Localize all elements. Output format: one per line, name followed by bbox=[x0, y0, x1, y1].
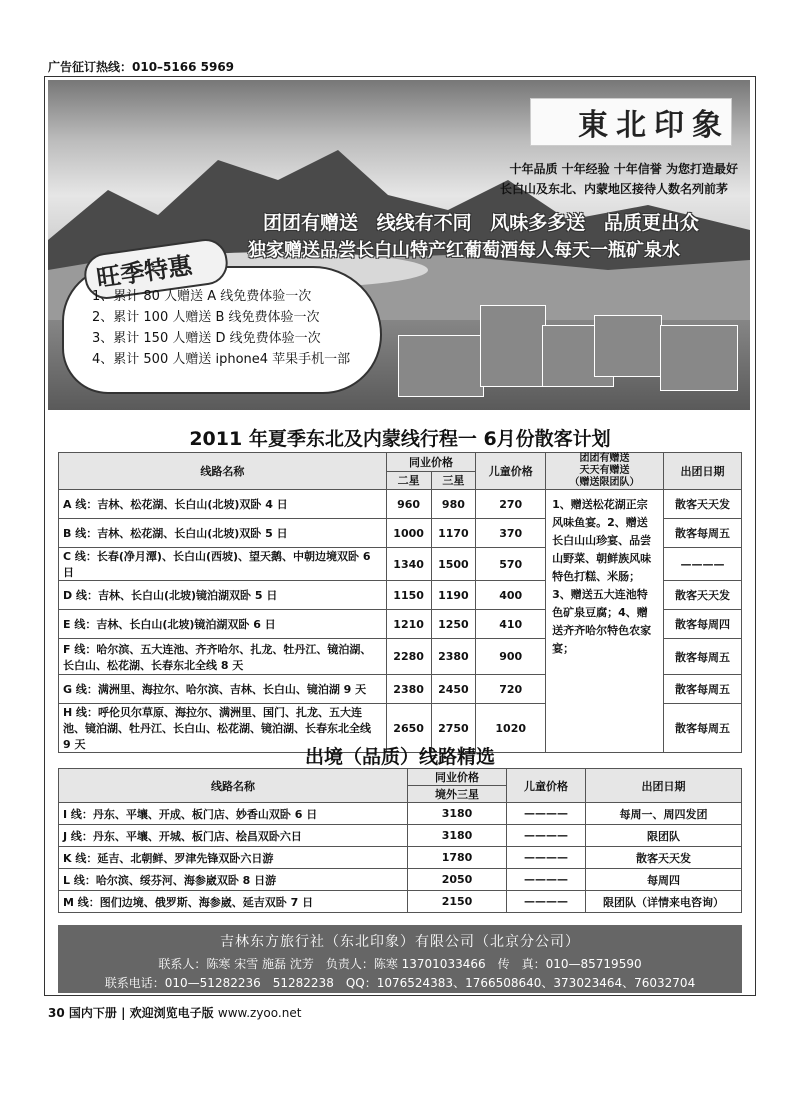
site-url-link[interactable]: www.zyoo.net bbox=[217, 1006, 302, 1020]
promo-item: 1、累计 80 人赠送 A 线免费体验一次 bbox=[92, 289, 312, 304]
banner bbox=[48, 80, 750, 410]
child-price: ———— bbox=[507, 803, 586, 825]
departure-date: 每周四 bbox=[586, 869, 742, 891]
col-child-price-header: 儿童价格 bbox=[507, 769, 586, 803]
departure-date: 散客天天发 bbox=[663, 581, 741, 610]
departure-date: 散客每周五 bbox=[663, 639, 741, 675]
company-footer bbox=[58, 925, 742, 993]
child-price: 370 bbox=[476, 519, 546, 548]
features-tagline: 团团有赠送 线线有不同 风味多多送 品质更出众 bbox=[263, 212, 699, 234]
promo-title: 旺季特惠 bbox=[94, 251, 194, 293]
child-price: 400 bbox=[476, 581, 546, 610]
gift-header-line: 天天有赠送 bbox=[579, 465, 630, 476]
col-overseas-three-star-header: 境外三星 bbox=[408, 786, 507, 803]
page-footer bbox=[48, 1004, 301, 1021]
two-star-price: 1150 bbox=[386, 581, 431, 610]
price-cell: 3180 bbox=[408, 803, 507, 825]
route-cell: I 线：丹东、平壤、开成、板门店、妙香山双卧 6 日 bbox=[59, 803, 408, 825]
table-row bbox=[59, 847, 742, 869]
child-price: 570 bbox=[476, 548, 546, 581]
child-price: 270 bbox=[476, 490, 546, 519]
domestic-section-title: 2011 年夏季东北及内蒙线行程一 6月份散客计划 bbox=[189, 428, 611, 450]
divider: | bbox=[121, 1006, 126, 1020]
departure-date: 散客每周五 bbox=[663, 704, 741, 753]
three-star-price: 1250 bbox=[431, 610, 476, 639]
slogan-line-1: 十年品质 十年经验 十年信誉 为您打造最好 bbox=[509, 162, 738, 176]
departure-date: ———— bbox=[663, 548, 741, 581]
child-price: ———— bbox=[507, 847, 586, 869]
table-row bbox=[59, 803, 742, 825]
child-price: 900 bbox=[476, 639, 546, 675]
promo-list bbox=[92, 286, 350, 370]
col-child-price-header: 儿童价格 bbox=[476, 453, 546, 490]
col-gift-header bbox=[546, 453, 664, 490]
route-cell: L 线：哈尔滨、绥芬河、海参崴双卧 8 日游 bbox=[59, 869, 408, 891]
col-date-header: 出团日期 bbox=[663, 453, 741, 490]
child-price: 410 bbox=[476, 610, 546, 639]
child-price: 1020 bbox=[476, 704, 546, 753]
col-route-header: 线路名称 bbox=[59, 453, 387, 490]
price-cell: 2150 bbox=[408, 891, 507, 913]
col-route-header: 线路名称 bbox=[59, 769, 408, 803]
col-three-star-header: 三星 bbox=[431, 471, 476, 490]
departure-date: 限团队 bbox=[586, 825, 742, 847]
departure-date: 每周一、周四发团 bbox=[586, 803, 742, 825]
two-star-price: 1000 bbox=[386, 519, 431, 548]
three-star-price: 980 bbox=[431, 490, 476, 519]
departure-date: 散客每周五 bbox=[663, 675, 741, 704]
route-cell: J 线：丹东、平壤、开城、板门店、桧昌双卧六日 bbox=[59, 825, 408, 847]
scenery-photo bbox=[660, 325, 738, 391]
col-peer-price-header: 同业价格 bbox=[408, 769, 507, 786]
departure-date: 限团队（详情来电咨询） bbox=[586, 891, 742, 913]
gift-note: 1、赠送松花湖正宗风味鱼宴。2、赠送长白山山珍宴、品尝山野菜、朝鲜族风味特色打糕、米肠；3、赠送五大连池特色矿泉豆腐；4、赠送齐齐哈尔特色农家宴； bbox=[546, 490, 664, 753]
three-star-price: 1190 bbox=[431, 581, 476, 610]
welcome-text: 欢迎浏览电子版 bbox=[129, 1006, 214, 1020]
two-star-price: 2380 bbox=[386, 675, 431, 704]
departure-date: 散客天天发 bbox=[663, 490, 741, 519]
scenery-photo bbox=[594, 315, 662, 377]
departure-date: 散客天天发 bbox=[586, 847, 742, 869]
slogan-line-2: 长白山及东北、内蒙地区接待人数名列前茅 bbox=[499, 182, 728, 196]
domestic-routes-table bbox=[58, 452, 742, 753]
scenery-photo bbox=[480, 305, 546, 387]
three-star-price: 2380 bbox=[431, 639, 476, 675]
child-price: ———— bbox=[507, 825, 586, 847]
two-star-price: 2280 bbox=[386, 639, 431, 675]
section-name: 国内下册 bbox=[68, 1006, 117, 1020]
page-number: 30 bbox=[48, 1006, 65, 1020]
child-price: 720 bbox=[476, 675, 546, 704]
price-cell: 1780 bbox=[408, 847, 507, 869]
three-star-price: 1170 bbox=[431, 519, 476, 548]
ad-hotline: 广告征订热线：010–5166 5969 bbox=[48, 60, 235, 74]
two-star-price: 2650 bbox=[386, 704, 431, 753]
route-cell: C 线：长春(净月潭)、长白山(西坡)、望天鹅、中朝边境双卧 6 日 bbox=[59, 548, 387, 581]
col-date-header: 出团日期 bbox=[586, 769, 742, 803]
route-cell: G 线：满洲里、海拉尔、哈尔滨、吉林、长白山、镜泊湖 9 天 bbox=[59, 675, 387, 704]
table-row bbox=[59, 891, 742, 913]
three-star-price: 2450 bbox=[431, 675, 476, 704]
table-row bbox=[59, 825, 742, 847]
outbound-section-title: 出境（品质）线路精选 bbox=[304, 746, 495, 768]
company-name: 吉林东方旅行社（东北印象）有限公司（北京分公司） bbox=[220, 934, 580, 950]
route-cell: B 线：吉林、松花湖、长白山(北坡)双卧 5 日 bbox=[59, 519, 387, 548]
contact-phones: 联系电话：010—51282236 51282238 QQ：1076524383、1766508640、373023464、76032704 bbox=[104, 976, 696, 990]
gift-header-line: （赠送限团队） bbox=[569, 477, 640, 488]
two-star-price: 1210 bbox=[386, 610, 431, 639]
two-star-price: 1340 bbox=[386, 548, 431, 581]
route-cell: F 线：哈尔滨、五大连池、齐齐哈尔、扎龙、牡丹江、镜泊湖、长白山、松花湖、长春东北全线 8 天 bbox=[59, 639, 387, 675]
route-cell: D 线：吉林、长白山(北坡)镜泊湖双卧 5 日 bbox=[59, 581, 387, 610]
child-price: ———— bbox=[507, 891, 586, 913]
route-cell: M 线：图们边境、俄罗斯、海参崴、延吉双卧 7 日 bbox=[59, 891, 408, 913]
departure-date: 散客每周五 bbox=[663, 519, 741, 548]
departure-date: 散客每周四 bbox=[663, 610, 741, 639]
col-two-star-header: 二星 bbox=[386, 471, 431, 490]
table-row bbox=[59, 490, 742, 519]
brand-logo: 東北印象 bbox=[578, 108, 730, 143]
two-star-price: 960 bbox=[386, 490, 431, 519]
scenery-photo bbox=[398, 335, 484, 397]
route-cell: E 线：吉林、长白山(北坡)镜泊湖双卧 6 日 bbox=[59, 610, 387, 639]
col-peer-price-header: 同业价格 bbox=[386, 453, 476, 472]
route-cell: K 线：延吉、北朝鲜、罗津先锋双卧六日游 bbox=[59, 847, 408, 869]
outbound-routes-table bbox=[58, 768, 742, 913]
three-star-price: 2750 bbox=[431, 704, 476, 753]
promo-item: 4、累计 500 人赠送 iphone4 苹果手机一部 bbox=[92, 352, 351, 367]
table-row bbox=[59, 869, 742, 891]
price-cell: 2050 bbox=[408, 869, 507, 891]
three-star-price: 1500 bbox=[431, 548, 476, 581]
price-cell: 3180 bbox=[408, 825, 507, 847]
promo-item: 3、累计 150 人赠送 D 线免费体验一次 bbox=[92, 331, 321, 346]
contact-people: 联系人：陈寒 宋雪 施磊 沈芳 负责人：陈寒 13701033466 传 真：010—85719590 bbox=[158, 957, 642, 971]
gift-header-line: 团团有赠送 bbox=[579, 453, 630, 464]
route-cell: H 线：呼伦贝尔草原、海拉尔、满洲里、国门、扎龙、五大连池、镜泊湖、牡丹江、长白山、松花湖、镜泊湖、长春东北全线 9 天 bbox=[59, 704, 387, 753]
child-price: ———— bbox=[507, 869, 586, 891]
promo-item: 2、累计 100 人赠送 B 线免费体验一次 bbox=[92, 310, 320, 325]
route-cell: A 线：吉林、松花湖、长白山(北坡)双卧 4 日 bbox=[59, 490, 387, 519]
gift-tagline: 独家赠送品尝长白山特产红葡萄酒每人每天一瓶矿泉水 bbox=[248, 240, 680, 261]
